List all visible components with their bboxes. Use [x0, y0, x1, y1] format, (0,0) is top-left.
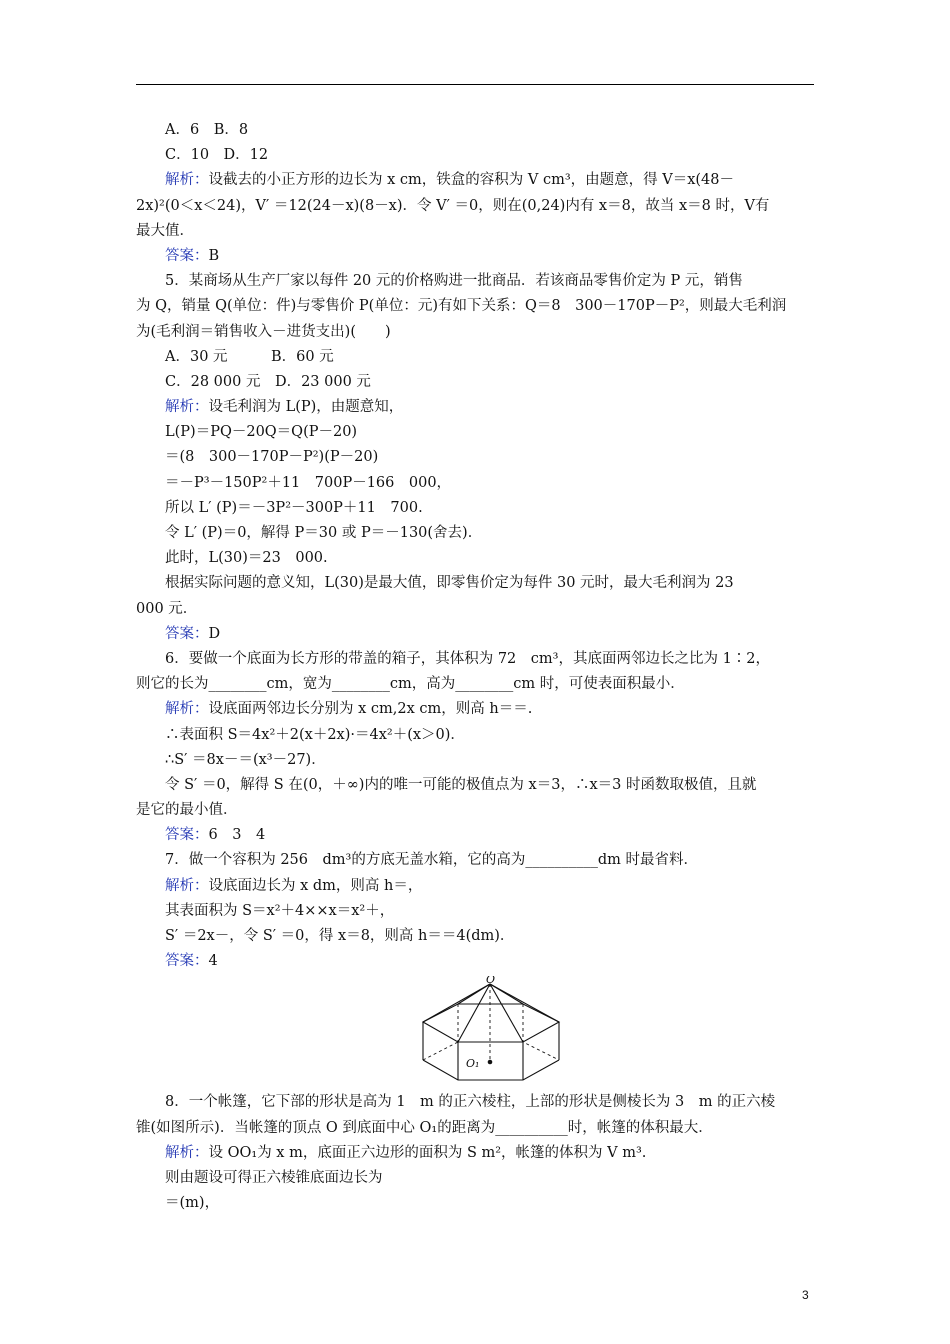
q5-stem-line-1: 5．某商场从生产厂家以每件 20 元的价格购进一批商品．若该商品零售价定为 P 元，销售 [165, 273, 743, 290]
q6-answer: 答案：6 3 4 [165, 827, 266, 844]
q4-analysis-line-1: 解析：设截去的小正方形的边长为 x cm，铁盒的容积为 V cm³，由题意，得 V＝x(48－ [165, 172, 735, 189]
analysis-label: 解析： [165, 701, 209, 718]
hexagonal-tent-diagram [413, 976, 563, 1088]
analysis-label: 解析： [165, 877, 209, 894]
apex-label: O [486, 976, 496, 987]
q5-derivation-line: ＝(8 300－170P－P²)(P－20) [165, 449, 379, 466]
q7-answer: 答案：4 [165, 953, 218, 970]
q5-derivation-line: L(P)＝PQ－20Q＝Q(P－20) [165, 424, 358, 441]
q7-analysis-line-1: 解析：设底面边长为 x dm，则高 h＝， [165, 877, 423, 894]
page-content [136, 118, 814, 1216]
q5-conclusion-line-2: 000 元． [136, 600, 198, 617]
q5-stem-line-2: 为 Q，销量 Q(单位：件)与零售价 P(单位：元)有如下关系：Q＝8 300－170P－P²，则最大毛利润 [136, 298, 787, 315]
q6-analysis-line-1: 解析：设底面两邻边长分别为 x cm,2x cm，则高 h＝＝. [165, 701, 533, 718]
q5-conclusion-line-1: 根据实际问题的意义知，L(30)是最大值，即零售价定为每件 30 元时，最大毛利润为 23 [165, 575, 734, 592]
q5-stem-line-3: 为(毛利润＝销售收入－进货支出)( ) [136, 323, 391, 340]
q6-derivation-line: ∴表面积 S＝4x²＋2(x＋2x)·＝4x²＋(x＞0)． [165, 726, 465, 743]
tent-figure [136, 974, 814, 1090]
q7-stem-line-1: 7．做一个容积为 256 dm³的方底无盖水箱，它的高为__________dm 时最省料． [165, 852, 698, 869]
q5-analysis-line-1: 解析：设毛利润为 L(P)，由题意知， [165, 399, 404, 416]
q6-stem-line-2: 则它的长为________cm，宽为________cm，高为________cm 时，可使表面积最小． [136, 676, 685, 693]
answer-label: 答案： [165, 953, 209, 970]
q6-conclusion-line-1: 令 S′ ＝0，解得 S 在(0，＋∞)内的唯一可能的极值点为 x＝3，∴x＝3 时函数取极值，且就 [165, 776, 757, 793]
q6-derivation-line: ∴S′ ＝8x－＝(x³－27)． [165, 751, 326, 768]
q4-options-cd: C．10 D．12 [165, 147, 269, 164]
q5-answer: 答案：D [165, 625, 221, 642]
q5-options-ab: A．30 元 B．60 元 [165, 348, 334, 365]
q8-derivation-line: ＝(m)， [165, 1195, 220, 1212]
q5-options-cd: C．28 000 元 D．23 000 元 [165, 373, 371, 390]
q6-conclusion-line-2: 是它的最小值． [136, 802, 238, 819]
prism-hidden-bottom-edges [423, 1042, 559, 1060]
q7-derivation-line: 其表面积为 S＝x²＋4××x＝x²＋， [165, 902, 395, 919]
analysis-label: 解析： [165, 399, 209, 416]
center-label: O₁ [466, 1057, 480, 1071]
q8-analysis-line-1: 解析：设 OO₁为 x m，底面正六边形的面积为 S m²，帐篷的体积为 V m³. [165, 1144, 647, 1161]
q5-derivation-line: 所以 L′ (P)＝－3P²－300P＋11 700. [165, 499, 423, 516]
answer-label: 答案： [165, 247, 209, 264]
q4-options-ab: A．6 B．8 [165, 122, 249, 138]
q8-stem-line-2: 锥(如图所示)．当帐篷的顶点 O 到底面中心 O₁的距离为__________时，帐篷的体积最大． [136, 1119, 713, 1136]
analysis-label: 解析： [165, 1144, 209, 1161]
q5-derivation-line: ＝－P³－150P²＋11 700P－166 000， [165, 474, 452, 491]
q7-derivation-line: S′ ＝2x－，令 S′ ＝0，得 x＝8，则高 h＝＝4(dm)． [165, 928, 515, 944]
header-rule [136, 84, 814, 85]
q8-stem-line-1: 8．一个帐篷，它下部的形状是高为 1 m 的正六棱柱，上部的形状是侧棱长为 3 m 的正六棱 [165, 1094, 776, 1111]
q6-stem-line-1: 6．要做一个底面为长方形的带盖的箱子，其体积为 72 cm³，其底面两邻边长之比为 1∶2， [165, 650, 771, 667]
answer-label: 答案： [165, 625, 209, 642]
q4-answer: 答案：B [165, 247, 220, 264]
analysis-label: 解析： [165, 172, 209, 189]
q5-derivation-line: 此时，L(30)＝23 000. [165, 550, 328, 567]
pyramid-base-hexagon [423, 1004, 559, 1042]
q4-analysis-line-3: 最大值． [136, 222, 194, 239]
page-number: 3 [802, 1288, 809, 1302]
q5-derivation-line: 令 L′ (P)＝0，解得 P＝30 或 P＝－130(舍去)． [165, 525, 483, 541]
center-point-o1 [488, 1060, 493, 1065]
q4-analysis-line-2: 2x)²(0＜x＜24)，V′ ＝12(24－x)(8－x)．令 V′ ＝0，则在(0,24)内有 x＝8，故当 x＝8 时，V有 [136, 197, 770, 214]
q8-derivation-line: 则由题设可得正六棱锥底面边长为 [165, 1169, 383, 1186]
answer-label: 答案： [165, 827, 209, 844]
